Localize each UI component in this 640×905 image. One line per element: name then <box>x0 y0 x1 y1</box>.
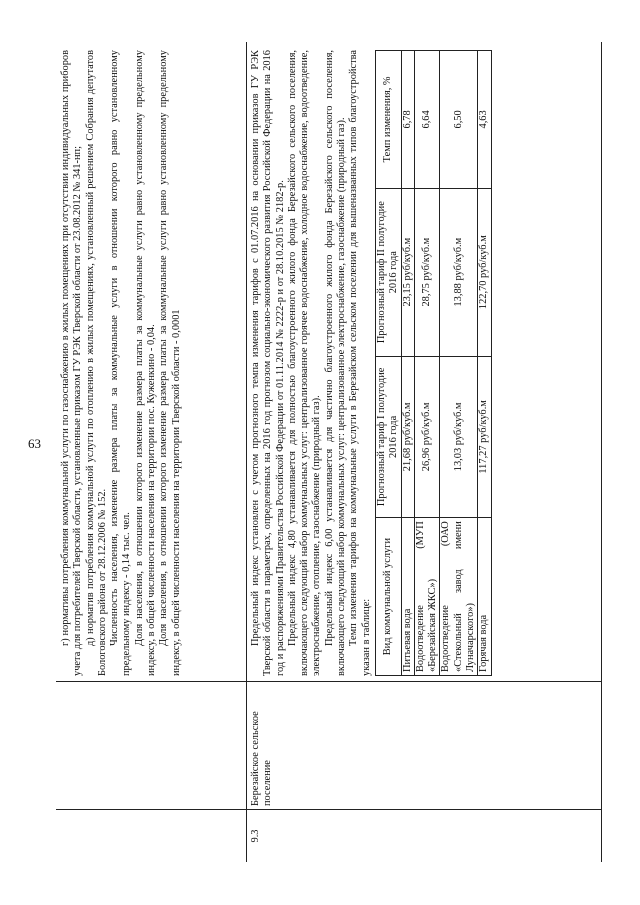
table-cell: Водоотведение (МУП «Березайская ЖКС») <box>414 518 440 676</box>
paragraph: г) нормативы потребления коммунальной услуги по газоснабжению в жилых помещениях при отсутствии индивидуальных приборов учета для потребителей Тверской области, установленные приказом ГУ РЭК Тверской области от 23.08.2012 № 341-нп; <box>60 50 84 676</box>
table-cell: Водоотведение (ОАО «Стекольный завод имени Луначарского») <box>440 518 478 676</box>
section-text <box>250 50 492 676</box>
paragraph: Темп изменения тарифов на коммунальные услуги в Березайском сельском поселении для вышеназванных типов благоустройства указан в таблице: <box>348 50 372 676</box>
table-cell: Горячая вода <box>478 518 491 676</box>
table-cell: 6,78 <box>401 51 414 189</box>
table-cell: 4,63 <box>478 51 491 189</box>
paragraph: д) норматив потребления коммунальной услуги по отоплению в жилых помещениях, установленный решением Собрания депутатов Бологовского района от 28.12.2006 № 152. <box>84 50 108 676</box>
table-cell: 13,03 руб/куб.м <box>440 356 478 518</box>
bottom-border <box>601 42 602 862</box>
continuation-row <box>56 42 246 862</box>
table-cell: 23,15 руб/куб.м <box>401 188 414 356</box>
table-cell: 28,75 руб/куб.м <box>414 188 440 356</box>
rotated-page-content <box>56 42 601 862</box>
table-header-row <box>375 51 401 676</box>
table-row <box>401 51 414 676</box>
paragraph: Численность населения, изменение размера платы за коммунальные услуги в отношении которого равно установленному предельному индексу - 0,14 тыс. чел. <box>109 50 133 676</box>
paragraph: Доля населения, в отношении которого изменение размера платы за коммунальные услуги равно установленному предельному индексу, в общей численности населения на территории пос. Куженкино - 0,04. <box>133 50 158 676</box>
table-cell: 21,68 руб/куб.м <box>401 356 414 518</box>
table-row <box>478 51 491 676</box>
table-row <box>414 51 440 676</box>
table-header: Прогнозный тариф I полугодие 2016 года <box>375 356 401 518</box>
tariff-table <box>375 50 492 676</box>
section-number: 9.3 <box>250 829 261 843</box>
table-header: Вид коммунальной услуги <box>375 518 401 676</box>
paragraph: Предельный индекс 4,80 устанавливается для полностью благоустроенного жилого фонда Березайского сельского поселения, включающего следующий набор коммунальных услуг: централизованное горячее водоснабжение, холодное водоснабжение, водоотведение, электроснабжение, отопление, газоснабжение (природный газ). <box>286 50 323 676</box>
table-cell: Питьевая вода <box>401 518 414 676</box>
table-cell: 117,27 руб/куб.м <box>478 356 491 518</box>
table-header: Темп изменения, % <box>375 51 401 189</box>
table-cell: 122,70 руб/куб.м <box>478 188 491 356</box>
page-number: 63 <box>28 436 41 451</box>
paragraph: Предельный индекс установлен с учетом прогнозного темпа изменения тарифов с 01.07.2016 на основании приказов ГУ РЭК Тверской области в параметрах, определенных на 2016 год прогнозом социально-экономического развития Российской Федерации на 2016 год и распоряжениями Правительства Российской Федерации от 01.11.2014 № 2222-р и от 28.10.2015 № 2182-р. <box>250 50 286 676</box>
table-cell: 6,50 <box>440 51 478 189</box>
table-header: Прогнозный тариф II полугодие 2016 года <box>375 188 401 356</box>
section-name: Березайское сельское поселение <box>250 711 274 806</box>
section-row <box>246 42 601 862</box>
continuation-text <box>60 50 183 676</box>
paragraph: Доля населения, в отношении которого изменение размера платы за коммунальные услуги равно установленному предельному индексу, в общей численности населения на территории Тверской области - 0,0001 <box>158 50 182 676</box>
table-cell: 6,64 <box>414 51 440 189</box>
table-cell: 26,96 руб/куб.м <box>414 356 440 518</box>
paragraph: Предельный индекс 6,00 устанавливается для частично благоустроенного жилого фонда Березайского сельского поселения, включающего следующий набор коммунальных услуг: централизованное электроснабжение, газоснабжение (природный газ). <box>323 50 348 676</box>
table-cell: 13,88 руб/куб.м <box>440 188 478 356</box>
table-row <box>440 51 478 676</box>
